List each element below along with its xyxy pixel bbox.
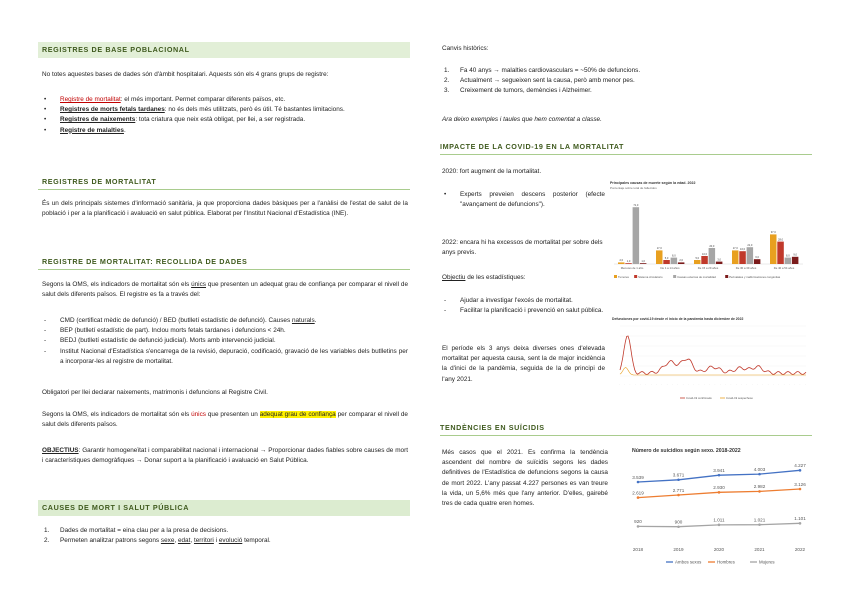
chart1-title: Principales causas de muerte según la edad. 2022: [610, 181, 696, 185]
covid-p1: 2020: fort augment de la mortalitat.: [442, 168, 542, 175]
chart1-bar: [785, 258, 792, 264]
chart3-point: [799, 469, 802, 472]
chart1-bar-label: 9,0: [793, 253, 797, 257]
chart3-point: [677, 525, 680, 528]
chart3-x-tick: 2022: [794, 547, 806, 552]
chart3-title: Número de suicidios según sexo. 2018-2022: [632, 448, 741, 454]
chart1-category-label: De 40 a 54 años: [773, 266, 795, 270]
chart2-tick: ·: [783, 384, 786, 387]
chart1-bar: [770, 234, 777, 264]
section-title-recollida: REGISTRE DE MORTALITAT: RECOLLIDA DE DADES: [38, 254, 410, 270]
covid-dash-list: [442, 296, 605, 316]
chart2-tick: ·: [778, 384, 781, 387]
chart1-bar: [716, 262, 723, 264]
chart3-point: [718, 524, 721, 527]
list-item: 1. Fa 40 anys → malalties cardiovasculars = ~50% de defuncions.: [444, 67, 641, 74]
chart2-tick: ·: [751, 384, 754, 387]
chart2-tick: ·: [703, 384, 706, 387]
chart1-bar-label: 1,0: [641, 260, 645, 263]
chart2-tick: ·: [693, 384, 696, 387]
chart3-data-label: 920: [634, 519, 642, 525]
chart3-point: [637, 481, 640, 484]
chart2-tick: ·: [767, 384, 770, 387]
chart1-bar-label: 8,0: [672, 254, 676, 258]
chart2-tick: ·: [719, 384, 722, 387]
chart3-point: [637, 496, 640, 499]
chart2-legend-label: Covid-19 sospechoso: [726, 396, 753, 400]
chart1-bar: [701, 256, 708, 264]
registres-intro: No totes aquestes bases de dades són d'àmbit hospitalari. Aquests són els 4 grans grups de registre:: [42, 71, 329, 78]
canvis-list: [442, 66, 802, 97]
list-item: - Facilitar la planificació i prevenció en salut pública.: [444, 307, 604, 315]
chart1-bar-label: 3,0: [717, 258, 721, 262]
recollida-intro: Segons la OMS, els indicadors de mortalitat són els únics que presenten un adequat grau de confiança per comparar el nivell de salut dels diferents països. El registre es fa a través del:: [42, 281, 408, 299]
chart3-point: [758, 473, 761, 476]
chart2-tick: ·: [624, 384, 627, 387]
chart2-tick: ·: [645, 384, 648, 387]
chart1-category-label: De 15 a 29 años: [697, 266, 719, 270]
chart3-point: [799, 488, 802, 491]
chart3-legend-label: Mujeres: [759, 559, 775, 565]
objectius-text: OBJECTIUS: Garantir homogeneïtat i comparabilitat nacional i internacional → Proporcionar dades fiables sobre causes de mort i característiques demogràfiques → Donar suport a la planificació i avaluació en Salut Pública.: [42, 447, 408, 465]
registres-mortalitat-text: És un dels principals sistemes d'informació sanitària, ja que proporciona dades bàsiques per a l'anàlisi de l'estat de salut de la població i per a la planificació i avaluació en salut pública. Elaborat per l'Institut Nacional d'Estadística (INE).: [42, 200, 408, 218]
chart-covid-defuncions: [610, 314, 810, 406]
chart3-data-label: 4.227: [794, 463, 806, 469]
chart2-tick: ·: [640, 384, 642, 387]
recollida-list: [42, 316, 408, 367]
causes-list: [42, 526, 408, 546]
chart3-point: [677, 478, 680, 481]
chart1-bar: [633, 207, 640, 264]
chart-causes-edat: [608, 178, 808, 286]
chart2-tick: ·: [618, 384, 621, 387]
covid-bullets: [442, 190, 605, 210]
section-title-causes: CAUSES DE MORT I SALUT PÚBLICA: [38, 500, 410, 516]
chart3-x-tick: 2021: [754, 547, 765, 552]
chart1-bar-label: 8,0: [786, 254, 790, 258]
chart3-legend-label: Hombres: [717, 559, 735, 565]
chart2-tick: ·: [804, 384, 807, 387]
chart1-bar: [678, 262, 685, 264]
chart1-bar-label: 2,0: [679, 259, 683, 263]
chart2-tick: ·: [666, 384, 669, 387]
chart3-data-label: 3.671: [672, 472, 685, 478]
chart3-data-label: 2.930: [713, 485, 725, 491]
list-item: 1. Dades de mortalitat = eina clau per a la presa de decisions.: [44, 527, 229, 534]
list-item: 3. Creixement de tumors, demències i Alzheimer.: [444, 87, 592, 95]
chart3-data-label: 1.101: [794, 516, 806, 522]
list-item: - BEDJ (butlletí estadístic de defunció judicial). Morts amb intervenció judicial.: [44, 337, 276, 345]
chart1-bar: [792, 257, 799, 264]
section-title-suicidis: TENDÈNCIES EN SUÏCIDIS: [440, 420, 812, 436]
chart2-title: Defunciones por covid-19 desde el inicio de la pandemia hasta diciembre de 2022: [612, 317, 744, 321]
list-item: • Registre de malalties.: [44, 126, 126, 134]
section-title-registres-base: REGISTRES DE BASE POBLACIONAL: [38, 42, 410, 58]
covid-objectiu: Objectiu de les estadístiques:: [442, 274, 526, 281]
chart2-tick: ·: [794, 384, 797, 387]
chart2-tick: ·: [772, 384, 775, 387]
chart2-tick: ·: [629, 384, 632, 387]
chart1-bar: [694, 260, 701, 264]
chart2-tick: ·: [746, 384, 749, 387]
chart2-tick: ·: [762, 384, 765, 387]
canvis-title: Canvis històrics:: [442, 45, 489, 52]
chart2-tick: ·: [725, 384, 727, 387]
chart1-bar: [754, 259, 761, 264]
chart1-bar: [709, 248, 716, 264]
chart1-category-label: De 1 a 14 años: [660, 266, 680, 270]
chart2-tick: ·: [677, 384, 680, 387]
chart1-legend-label: Sistema circulatorio: [638, 274, 663, 279]
chart2-series-confirmed: [620, 336, 806, 375]
chart1-bar: [671, 258, 678, 264]
chart1-bar-label: 16,0: [740, 248, 746, 251]
chart3-data-label: 3.539: [632, 474, 644, 480]
list-item: - CMD (certificat mèdic de defunció) / BED (butlletí estadístic de defunció). Causes naturals.: [44, 317, 317, 324]
chart1-bar-label: 2,0: [619, 259, 624, 263]
chart3-point: [718, 474, 721, 477]
chart1-bar-label: 10,0: [702, 252, 708, 256]
chart3-point: [677, 494, 680, 497]
chart2-tick: ·: [788, 384, 791, 387]
chart3-x-tick: 2020: [713, 547, 725, 552]
chart3-point: [758, 490, 761, 493]
chart1-subtitle: Porcentaje sobre total de fallecidos: [610, 186, 657, 190]
canvis-note: Ara deixo exemples i taules que hem comentat a classe.: [442, 116, 602, 123]
chart1-bar-label: 71,0: [633, 204, 639, 207]
chart2-tick: ·: [709, 384, 712, 387]
chart3-legend-label: Ambos sexos: [675, 559, 702, 565]
chart1-bar-label: 5,0: [695, 256, 700, 260]
chart-suicidis-svg: [626, 442, 810, 572]
chart2-tick: ·: [671, 384, 674, 387]
oms-text: Segons la OMS, els indicadors de mortalitat són els únics que presenten un adequat grau de confiança per comparar el nivell de salut dels diferents països.: [42, 411, 408, 429]
list-item: - Institut Nacional d'Estadística s'encarrega de la revisió, depuració, codificació, gravació de les variables dels butlletins per a incorporar-les al registre de mortalitat.: [44, 347, 408, 365]
chart2-legend-label: Covid-19 confirmado: [686, 396, 712, 400]
chart1-bar-label: 17,0: [732, 247, 738, 251]
chart2-tick: ·: [682, 384, 685, 387]
chart1-legend-swatch: [725, 275, 728, 278]
registres-list: [42, 95, 408, 136]
chart3-data-label: 3.941: [713, 467, 725, 473]
chart1-bar-label: 20,0: [709, 244, 715, 248]
chart-causes-edat-svg: [608, 178, 808, 286]
chart3-point: [758, 523, 761, 526]
chart1-bar-label: 28,0: [778, 238, 784, 242]
chart1-bar-label: 17,0: [656, 247, 662, 251]
section-title-covid: IMPACTE DE LA COVID-19 EN LA MORTALITAT: [440, 139, 812, 155]
chart1-bar: [640, 263, 647, 264]
chart1-legend-label: Tumores: [618, 274, 629, 279]
chart1-category-label: Menores de 1 año: [620, 266, 644, 270]
chart-covid-svg: [610, 314, 810, 406]
chart3-data-label: 2.771: [672, 487, 685, 493]
chart-suicidis: [626, 442, 810, 572]
chart1-bar: [777, 242, 784, 264]
chart1-bar: [625, 263, 632, 264]
chart1-bar-label: 37,0: [770, 231, 776, 235]
chart1-bar: [618, 262, 625, 264]
chart1-bar: [663, 260, 670, 264]
chart1-bar: [739, 251, 746, 264]
chart2-tick: ·: [655, 384, 658, 387]
chart3-point: [718, 491, 721, 494]
chart1-bar: [747, 247, 754, 264]
chart1-bar-label: 5,0: [664, 256, 669, 260]
chart1-legend-swatch: [673, 275, 676, 278]
chart2-tick: ·: [756, 384, 759, 387]
chart3-x-tick: 2019: [673, 547, 684, 552]
chart3-point: [637, 525, 640, 528]
chart3-data-label: 1.011: [713, 517, 725, 523]
list-item: • Registre de mortalitat: el més important. Permet comparar diferents països, etc.: [44, 96, 286, 103]
list-item: • Registres de morts fetals tardanes: no és dels més utilitzats, però és útil. Té bastantes limitacions.: [44, 106, 345, 114]
chart3-data-label: 1.021: [753, 517, 766, 523]
list-item: 2. Actualment → segueixen sent la causa, però amb menor pes.: [444, 77, 635, 85]
chart3-data-label: 900: [674, 519, 683, 525]
chart1-bar: [656, 250, 663, 264]
list-item: • Registres de naixements: tota criatura que neix està obligat, per llei, a ser registrada.: [44, 116, 306, 124]
covid-p2: 2022: encara hi ha excessos de mortalitat per sobre dels anys previs.: [442, 239, 603, 257]
chart1-legend-swatch: [614, 275, 617, 278]
list-item: • Experts preveien descens posterior (efecte "avançament de defuncions").: [444, 191, 605, 209]
chart3-point: [799, 522, 802, 525]
chart3-data-label: 4.003: [753, 466, 766, 472]
chart2-tick: ·: [661, 384, 664, 387]
chart1-category-label: De 30 a 39 años: [735, 266, 757, 270]
section-title-registres-mortalitat: REGISTRES DE MORTALITAT: [38, 174, 410, 190]
chart1-legend-swatch: [634, 275, 637, 278]
chart2-tick: ·: [741, 384, 743, 387]
chart3-x-tick: 2018: [632, 547, 644, 552]
registre-civil-text: Obligatori per llei declarar naixements, matrimonis i defuncions al Registre Civil.: [42, 389, 268, 396]
list-item: 2. Permeten analitzar patrons segons sexe, edat, territori i evolució temporal.: [44, 537, 271, 545]
chart1-bar-label: 1,0: [626, 260, 631, 263]
covid-p3: El període els 3 anys deixa diverses ones d'elevada mortalitat per aquesta causa, sent la de major incidència la d'inici de la pandèmia, seguida de la de principi de l'any 2021.: [442, 345, 605, 383]
chart2-tick: ·: [799, 384, 802, 387]
chart3-data-label: 2.619: [632, 490, 644, 496]
chart1-legend-label: Causas externas de mortalidad: [677, 274, 716, 279]
chart1-bar: [732, 250, 739, 264]
chart1-legend-label: Perinatales y malformaciones congénitas: [729, 274, 781, 279]
chart2-tick: ·: [687, 384, 690, 387]
list-item: - BEP (butlletí estadístic de part). Inclou morts fetals tardanes i defuncions < 24h.: [44, 327, 286, 335]
list-item: - Ajudar a investigar l'excés de mortalitat.: [444, 297, 573, 304]
chart2-tick: ·: [730, 384, 733, 387]
suicidis-text: Més casos que el 2021. Es confirma la tendència ascendent del nombre de suïcidis segons les dades definitives de l'Estadística de defuncions segons la causa de mort 2022. L'any passat 4.227 persones es van treure la vida, un 5,6% més que l'any anterior. D'elles, gairebé tres de cada quatre eren homes.: [442, 449, 608, 508]
chart2-tick: ·: [650, 384, 653, 387]
chart1-bar-label: 21,0: [747, 244, 753, 247]
chart2-tick: ·: [714, 384, 717, 387]
chart1-bar-label: 6,0: [755, 256, 759, 259]
chart2-tick: ·: [735, 384, 738, 387]
chart2-tick: ·: [698, 384, 701, 387]
chart2-tick: ·: [634, 384, 637, 387]
chart3-data-label: 3.126: [794, 481, 806, 487]
chart3-data-label: 2.982: [753, 484, 766, 490]
